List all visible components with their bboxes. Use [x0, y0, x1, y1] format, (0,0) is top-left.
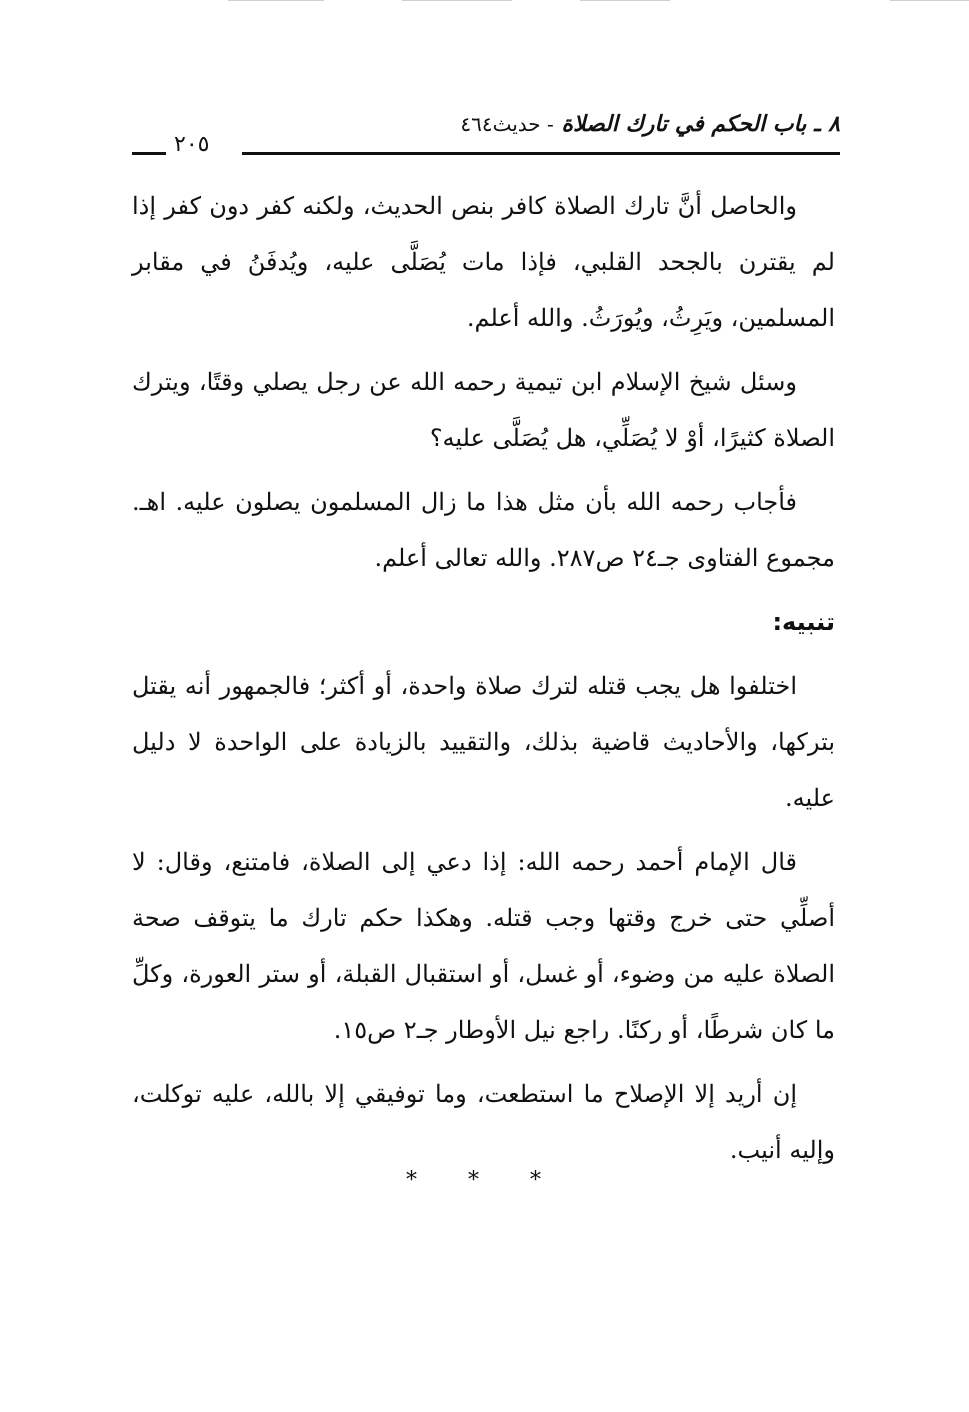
scan-artifact-line — [890, 0, 969, 1]
page-number-dash — [132, 152, 166, 155]
paragraph: وسئل شيخ الإسلام ابن تيمية رحمه الله عن رجل يصلي وقتًا، ويترك الصلاة كثيرًا، أوْ لا يُصَلِّي، هل يُصَلَّى عليه؟ — [132, 368, 835, 452]
header-rule — [242, 152, 840, 155]
scan-artifact-line — [228, 0, 324, 1]
section-separator: * * * — [406, 1168, 563, 1193]
paragraph: اختلفوا هل يجب قتله لترك صلاة واحدة، أو أكثر؛ فالجمهور أنه يقتل بتركها، والأحاديث قاضية بذلك، والتقييد بالزيادة على الواحدة لا دليل عليه. — [132, 672, 836, 812]
hadith-number: - حديث٤٦٤ — [460, 112, 554, 136]
running-header — [132, 112, 840, 162]
paragraph: والحاصل أنَّ تارك الصلاة كافر بنص الحديث، ولكنه كفر دون كفر إذا لم يقترن بالجحد القلبي، فإذا مات يُصَلَّى عليه، ويُدفَنُ في مقابر المسلمين، ويَرِثُ، ويُورَثُ. والله أعلم. — [132, 192, 835, 332]
note-heading: تنبيه: — [772, 608, 835, 636]
page-number: ٢٠٥ — [174, 132, 210, 157]
scan-artifact-line — [580, 0, 670, 1]
paragraph: قال الإمام أحمد رحمه الله: إذا دعي إلى الصلاة، فامتنع، وقال: لا أصلِّي حتى خرج وقتها وجب قتله. وهكذا حكم تارك ما يتوقف صحة الصلاة عليه من وضوء، أو غسل، أو استقبال القبلة، أو ستر العورة، وكلِّ ما كان شرطًا، أو ركنًا. راجع نيل الأوطار جـ٢ ص١٥. — [132, 848, 835, 1044]
page-body — [132, 178, 835, 1186]
chapter-title-text: ٨ ـ باب الحكم في تارك الصلاة — [561, 112, 840, 137]
scan-artifact-line — [402, 0, 512, 1]
paragraph: إن أريد إلا الإصلاح ما استطعت، وما توفيقي إلا بالله، عليه توكلت، وإليه أنيب. — [132, 1080, 835, 1164]
chapter-title — [460, 112, 840, 137]
paragraph: فأجاب رحمه الله بأن مثل هذا ما زال المسلمون يصلون عليه. اهـ. مجموع الفتاوى جـ٢٤ ص٢٨٧. والله تعالى أعلم. — [132, 488, 835, 572]
